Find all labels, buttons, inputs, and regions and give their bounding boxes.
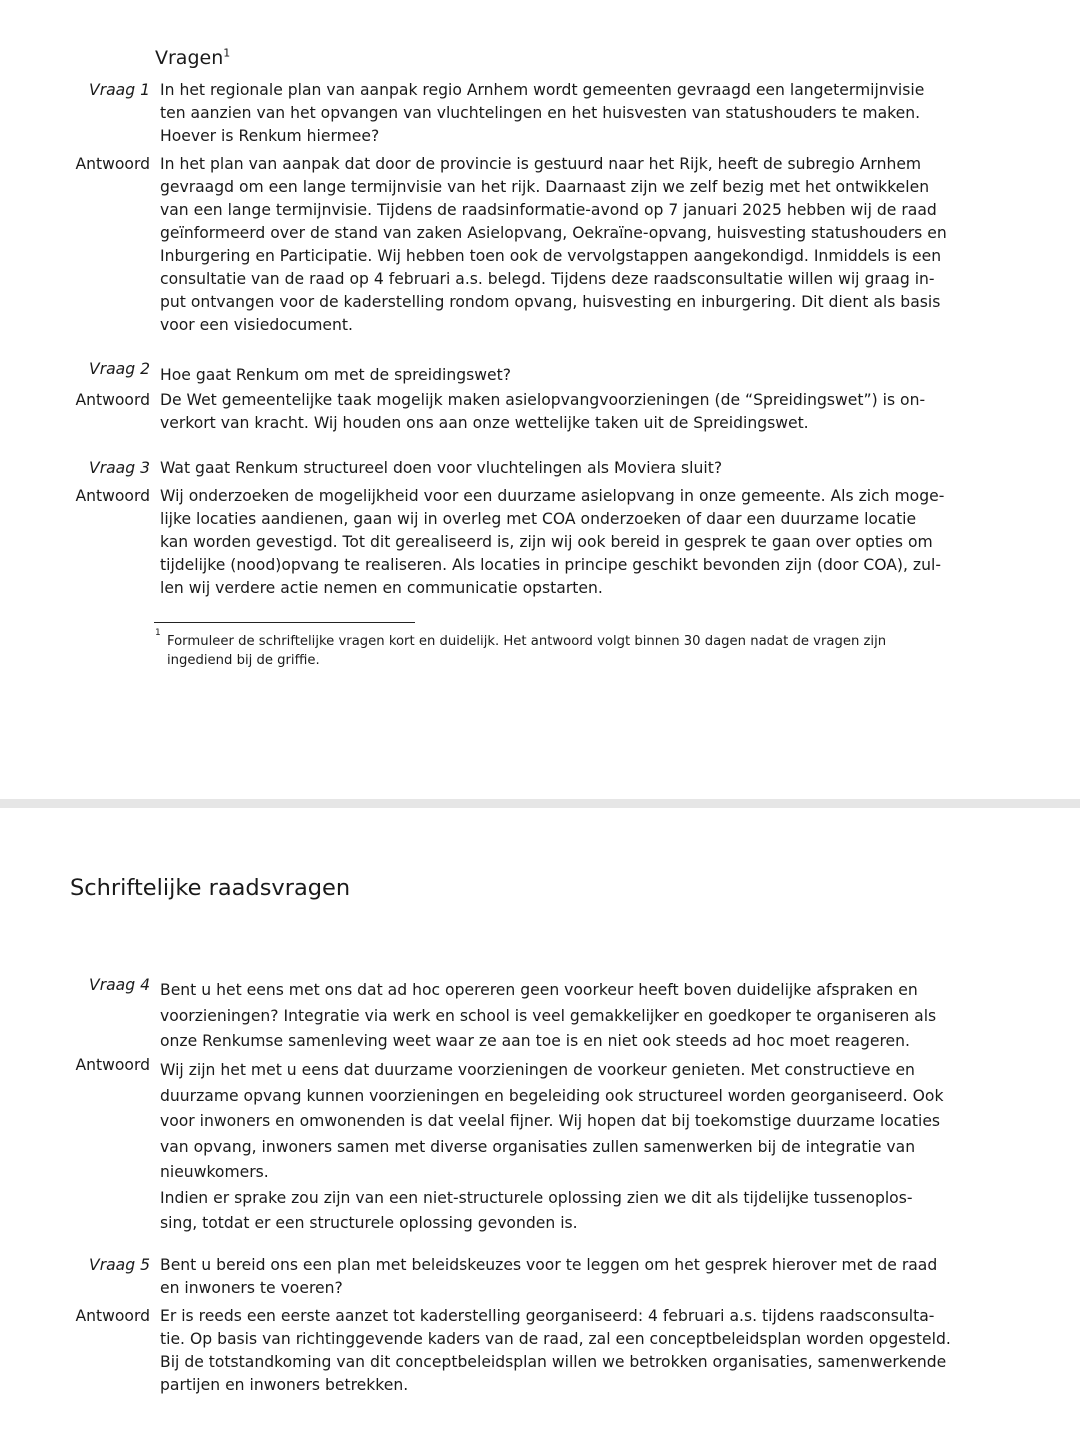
- footnote-rule: [154, 622, 415, 623]
- antwoord-5-text: Er is reeds een eerste aanzet tot kaderstelling georganiseerd: 4 februari a.s. tijdens raadsconsulta- tie. Op basis van richtinggevende kaders van de raad, zal een conceptbeleidsplan worden opgesteld. Bij de totstandkoming van dit conceptbeleidsplan willen we betrokken organisaties, samenwerkende partijen en inwoners betrekken.: [160, 1307, 951, 1394]
- antwoord-1-label: Antwoord: [75, 155, 150, 173]
- vraag-2-label: Vraag 2: [89, 360, 150, 378]
- antwoord-2-label: Antwoord: [75, 391, 150, 409]
- antwoord-3-label: Antwoord: [75, 487, 150, 505]
- footnote-mark: 1: [155, 628, 161, 638]
- antwoord-3-text: Wij onderzoeken de mogelijkheid voor een duurzame asielopvang in onze gemeente. Als zich moge- lijke locaties aandienen, gaan wij in overleg met COA onderzoeken of daar een duurzame locatie kan worden gevestigd. Tot dit gerealiseerd is, zijn wij ook bereid in gesprek te gaan over opties om tijdelijke (nood)opvang te realiseren. Als locaties in principe geschikt bevonden zijn (door COA), zul- len wij verdere actie nemen en communicatie opstarten.: [160, 487, 945, 597]
- vraag-2-text: Hoe gaat Renkum om met de spreidingswet?: [160, 366, 511, 384]
- footnote-text: Formuleer de schriftelijke vragen kort en duidelijk. Het antwoord volgt binnen 30 dagen nadat de vragen zijn ingediend bij de griffie.: [167, 634, 887, 668]
- vraag-4-text: Bent u het eens met ons dat ad hoc opereren geen voorkeur heeft boven duidelijke afspraken en voorzieningen? Integratie via werk en school is veel gemakkelijker en goedkoper te organiseren als onze Renkumse samenleving weet waar ze aan toe is en niet ook steeds ad hoc moet reageren.: [160, 981, 937, 1050]
- footnote-ref: 1: [223, 46, 231, 60]
- antwoord-5-label: Antwoord: [75, 1307, 150, 1325]
- page-title: Schriftelijke raadsvragen: [70, 875, 351, 901]
- vraag-5-text: Bent u bereid ons een plan met beleidskeuzes voor te leggen om het gesprek hierover met de raad en inwoners te voeren?: [160, 1256, 938, 1297]
- page-heading: Vragen$^1$: [155, 46, 231, 69]
- antwoord-4-text: Wij zijn het met u eens dat duurzame voorzieningen de voorkeur genieten. Met constructieve en duurzame opvang kunnen voorzieningen en begeleiding ook structureel worden georganiseerd. Ook voor inwoners en omwonenden is dat veelal fijner. Wij hopen dat bij toekomstige duurzame locaties van opvang, inwoners samen met diverse organisaties zullen samenwerken bij de integratie van nieuwkomers. Indien er sprake zou zijn van een niet-structurele oplossing zien we dit als tijdelijke tussenoplos- sing, totdat er een structurele oplossing gevonden is.: [160, 1061, 944, 1232]
- vraag-3-text: Wat gaat Renkum structureel doen voor vluchtelingen als Moviera sluit?: [160, 459, 723, 477]
- antwoord-4-label: Antwoord: [75, 1056, 150, 1074]
- vraag-1-text: In het regionale plan van aanpak regio Arnhem wordt gemeenten gevraagd een langetermijnvisie ten aanzien van het opvangen van vluchtelingen en het huisvesten van statushouders te maken. Hoever is Renkum hiermee?: [160, 81, 925, 145]
- vraag-4-label: Vraag 4: [89, 976, 150, 994]
- vraag-5-label: Vraag 5: [89, 1256, 150, 1274]
- vraag-1-label: Vraag 1: [89, 81, 150, 99]
- antwoord-2-text: De Wet gemeentelijke taak mogelijk maken asielopvangvoorzieningen (de “Spreidingswet”) is on- verkort van kracht. Wij houden ons aan onze wettelijke taken uit de Spreidingswet.: [160, 391, 926, 432]
- page-divider: [0, 799, 1080, 808]
- document-page-2: [0, 808, 1080, 1445]
- vraag-3-label: Vraag 3: [89, 459, 150, 477]
- antwoord-1-text: In het plan van aanpak dat door de provincie is gestuurd naar het Rijk, heeft de subregio Arnhem gevraagd om een lange termijnvisie van het rijk. Daarnaast zijn we zelf bezig met het ontwikkelen van een lange termijnvisie. Tijdens de raadsinformatie-avond op 7 januari 2025 hebben wij de raad geïnformeerd over de stand van zaken Asielopvang, Oekraïne-opvang, huisvesting statushouders en Inburgering en Participatie. Wij hebben toen ook de vervolgstappen aangekondigd. Inmiddels is een consultatie van de raad op 4 februari a.s. belegd. Tijdens deze raadsconsultatie willen wij graag in- put ontvangen voor de kaderstelling rondom opvang, huisvesting en inburgering. Dit dient als basis voor een visiedocument.: [160, 155, 947, 334]
